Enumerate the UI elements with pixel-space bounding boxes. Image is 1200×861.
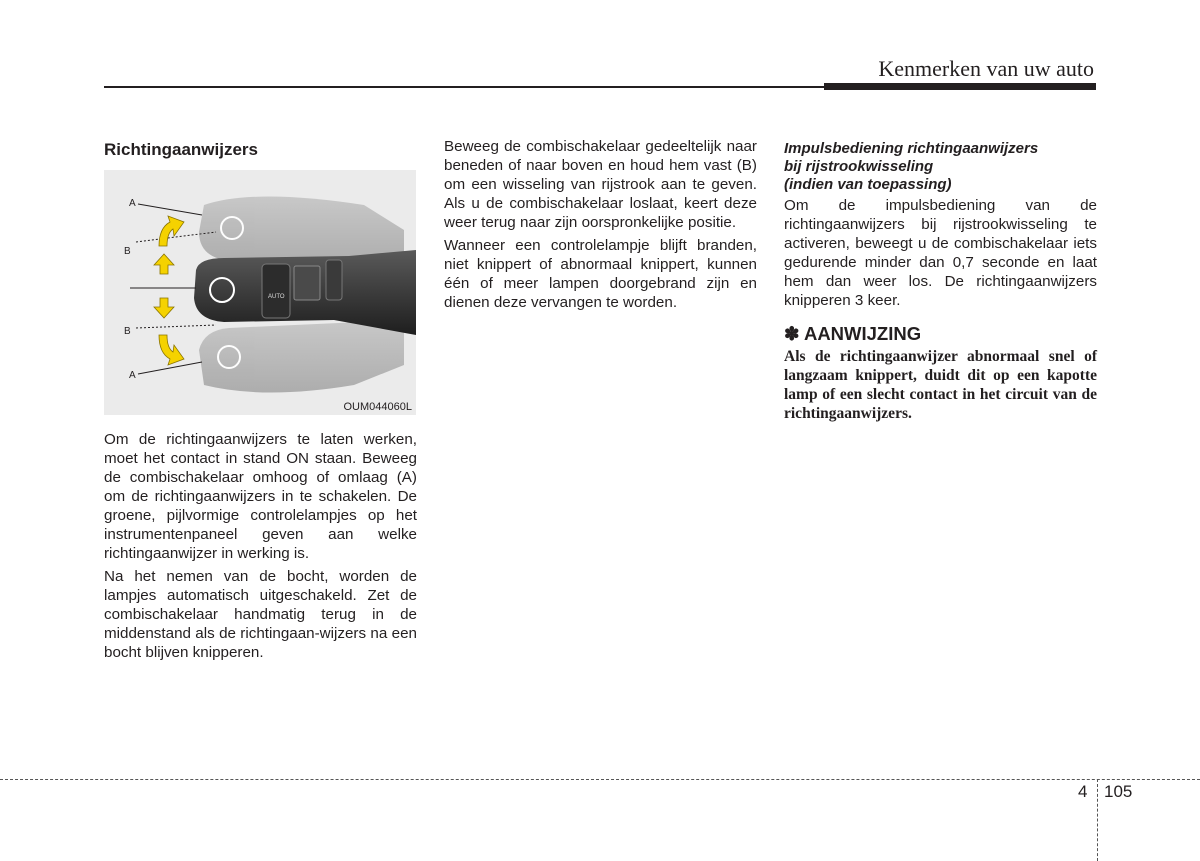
arrow-a-down-icon: [159, 335, 184, 365]
note-title: ✽ AANWIJZING: [784, 323, 922, 344]
lever-ghost-down: [199, 320, 404, 393]
arrow-b-down-icon: [154, 298, 174, 318]
label-b-bottom: B: [124, 326, 131, 337]
col2-paragraph-2: Wanneer een controlelampje blijft branden, niet knippert of abnormaal knippert, kunnen één of meer lampen doorgebrand zijn en dienen deze vervangen te worden.: [444, 237, 757, 311]
footer-page-divider: [1097, 779, 1098, 861]
header-rule-accent: [824, 83, 1096, 90]
col1-paragraph-1: Om de richtingaanwijzers te laten werken, moet het contact in stand ON staan. Beweeg de combischakelaar omhoog of omlaag (A) om de richtingaanwijzers in te schakelen. De groene, pijlvormige controlelampjes op het instrumentenpaneel geven aan welke richtingaanwijzer in werking is.: [104, 431, 417, 562]
subsection-title-line-3: (indien van toepassing): [784, 176, 952, 193]
col2-paragraph-1: Beweeg de combischakelaar gedeeltelijk naar beneden of naar boven en houd hem vast (B) om een wisseling van rijstrook aan te geven. Als u de combischakelaar loslaat, keert deze weer terug naar zijn oorspronkelijke positie.: [444, 138, 757, 231]
column-2: [444, 137, 757, 316]
switch-auto-text: AUTO: [268, 294, 285, 300]
header-rule: [104, 86, 826, 88]
subsection-title: [784, 140, 1097, 194]
a-top-line: [138, 204, 202, 215]
label-b-top: B: [124, 246, 131, 257]
label-a-top: A: [129, 198, 136, 209]
col1-paragraph-2: Na het nemen van de bocht, worden de lampjes automatisch uitgeschakeld. Zet de combischakelaar handmatig terug in de middenstand als de richtingaan-wijzers na een bocht blijven knipperen.: [104, 568, 417, 661]
column-3: [784, 140, 1097, 423]
column-1: [104, 430, 417, 666]
lever-illustration: [104, 170, 416, 415]
subsection-title-line-2: bij rijstrookwisseling: [784, 158, 934, 175]
subsection-title-line-1: Impulsbediening richtingaanwijzers: [784, 140, 1039, 157]
figure-code: OUM044060L: [343, 401, 412, 413]
section-title: Richtingaanwijzers: [104, 140, 258, 159]
arrow-b-up-icon: [154, 254, 174, 274]
lever-main: [194, 250, 416, 335]
running-header: Kenmerken van uw auto: [878, 56, 1094, 81]
footer-divider: [0, 779, 1200, 780]
b-bottom-line: [136, 325, 216, 328]
chapter-number: 4: [1078, 782, 1088, 801]
page-number: 105: [1104, 782, 1133, 801]
label-a-bottom: A: [129, 370, 136, 381]
note-body: Als de richtingaanwijzer abnormaal snel of langzaam knippert, duidt dit op een kapotte lamp of een slecht contact in het circuit van de richtingaanwijzers.: [784, 348, 1097, 422]
col3-paragraph-1: Om de impulsbediening van de richtingaanwijzers bij rijstrookwisseling te activeren, beweegt u de combischakelaar iets gedurende minder dan 0,7 seconde en laat hem dan weer los. De richtingaanwijzers knipperen 3 keer.: [784, 197, 1097, 309]
turn-signal-lever-figure: [104, 170, 416, 415]
arrow-a-up-icon: [159, 216, 184, 246]
